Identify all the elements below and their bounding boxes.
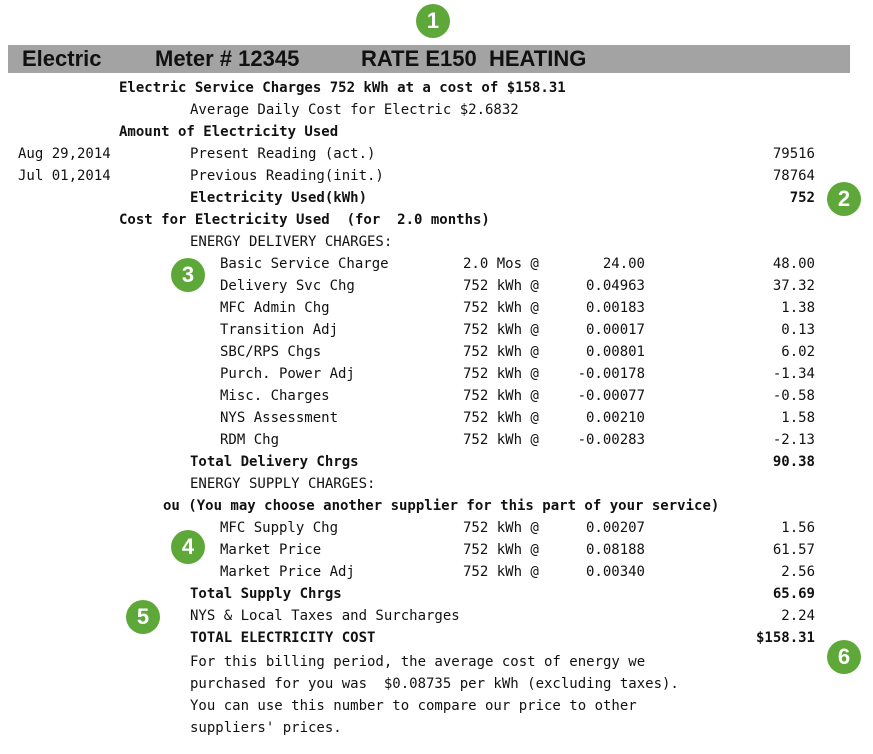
charge-quantity: 752 kWh @: [463, 344, 539, 360]
callout-badge-5: 5: [126, 600, 160, 634]
charge-label: Basic Service Charge: [220, 256, 389, 272]
present-reading-date: Aug 29,2014: [18, 146, 111, 162]
footer-line: purchased for you was $0.08735 per kWh (excluding taxes).: [190, 676, 679, 692]
charge-rate: -0.00178: [577, 366, 645, 382]
charge-rate: -0.00077: [577, 388, 645, 404]
charge-quantity: 2.0 Mos @: [463, 256, 539, 272]
footer-line: suppliers' prices.: [190, 720, 342, 736]
charge-quantity: 752 kWh @: [463, 388, 539, 404]
electricity-used-label: Electricity Used(kWh): [190, 190, 368, 206]
charge-label: Delivery Svc Chg: [220, 278, 355, 294]
charge-rate: 0.00183: [585, 300, 645, 316]
cost-heading: Cost for Electricity Used (for 2.0 months): [119, 212, 490, 228]
total-cost-value: $158.31: [755, 630, 815, 646]
total-supply-value: 65.69: [772, 586, 815, 602]
charge-label: MFC Admin Chg: [220, 300, 330, 316]
charge-amount: 1.56: [781, 520, 815, 536]
charge-quantity: 752 kWh @: [463, 366, 539, 382]
charge-amount: 1.58: [781, 410, 815, 426]
average-daily-cost: Average Daily Cost for Electric $2.6832: [190, 102, 519, 118]
present-reading-value: 79516: [772, 146, 815, 162]
charge-rate: 0.00207: [585, 520, 645, 536]
callout-badge-6: 6: [827, 640, 861, 674]
callout-badge-3: 3: [171, 258, 205, 292]
charge-quantity: 752 kWh @: [463, 564, 539, 580]
total-delivery-value: 90.38: [772, 454, 815, 470]
charge-amount: -0.58: [772, 388, 815, 404]
charge-quantity: 752 kWh @: [463, 542, 539, 558]
charge-quantity: 752 kWh @: [463, 410, 539, 426]
callout-badge-1: 1: [416, 4, 450, 38]
charge-label: NYS Assessment: [220, 410, 339, 426]
service-charges-line: Electric Service Charges 752 kWh at a cost of $158.31: [119, 80, 566, 96]
amount-used-heading: Amount of Electricity Used: [119, 124, 339, 140]
total-supply-label: Total Supply Chrgs: [190, 586, 342, 602]
total-delivery-label: Total Delivery Chrgs: [190, 454, 359, 470]
footer-line: You can use this number to compare our price to other: [190, 698, 637, 714]
charge-label: Transition Adj: [220, 322, 339, 338]
charge-label: MFC Supply Chg: [220, 520, 339, 536]
charge-rate: 24.00: [602, 256, 645, 272]
charge-amount: -1.34: [772, 366, 815, 382]
charge-amount: 2.56: [781, 564, 815, 580]
charge-amount: -2.13: [772, 432, 815, 448]
charge-quantity: 752 kWh @: [463, 520, 539, 536]
charge-rate: 0.00017: [585, 322, 645, 338]
charge-amount: 61.57: [772, 542, 815, 558]
charge-label: Misc. Charges: [220, 388, 330, 404]
charge-label: Purch. Power Adj: [220, 366, 355, 382]
taxes-value: 2.24: [781, 608, 815, 624]
electricity-used-value: 752: [789, 190, 815, 206]
supply-heading: ENERGY SUPPLY CHARGES:: [190, 476, 376, 492]
charge-rate: -0.00283: [577, 432, 645, 448]
charge-rate: 0.00210: [585, 410, 645, 426]
charge-label: SBC/RPS Chgs: [220, 344, 322, 360]
charge-quantity: 752 kWh @: [463, 322, 539, 338]
previous-reading-label: Previous Reading(init.): [190, 168, 384, 184]
rate-code: RATE E150 HEATING: [361, 46, 587, 71]
charge-quantity: 752 kWh @: [463, 278, 539, 294]
supplier-choice-note: ou (You may choose another supplier for this part of your service): [163, 498, 720, 514]
charge-amount: 6.02: [781, 344, 815, 360]
callout-badge-4: 4: [171, 530, 205, 564]
charge-amount: 37.32: [772, 278, 815, 294]
charge-quantity: 752 kWh @: [463, 300, 539, 316]
charge-rate: 0.00340: [585, 564, 645, 580]
service-type: Electric: [22, 46, 102, 71]
charge-amount: 48.00: [772, 256, 815, 272]
charge-quantity: 752 kWh @: [463, 432, 539, 448]
charge-rate: 0.08188: [585, 542, 645, 558]
callout-badge-2: 2: [827, 182, 861, 216]
previous-reading-date: Jul 01,2014: [18, 168, 111, 184]
previous-reading-value: 78764: [772, 168, 815, 184]
charge-amount: 0.13: [781, 322, 815, 338]
delivery-heading: ENERGY DELIVERY CHARGES:: [190, 234, 393, 250]
meter-number: Meter # 12345: [155, 46, 300, 71]
charge-label: RDM Chg: [220, 432, 280, 448]
total-cost-label: TOTAL ELECTRICITY COST: [190, 630, 376, 646]
charge-amount: 1.38: [781, 300, 815, 316]
charge-rate: 0.00801: [585, 344, 645, 360]
charge-label: Market Price: [220, 542, 322, 558]
footer-line: For this billing period, the average cost of energy we: [190, 654, 646, 670]
charge-rate: 0.04963: [585, 278, 645, 294]
taxes-label: NYS & Local Taxes and Surcharges: [190, 608, 460, 624]
present-reading-label: Present Reading (act.): [190, 146, 376, 162]
charge-label: Market Price Adj: [220, 564, 355, 580]
